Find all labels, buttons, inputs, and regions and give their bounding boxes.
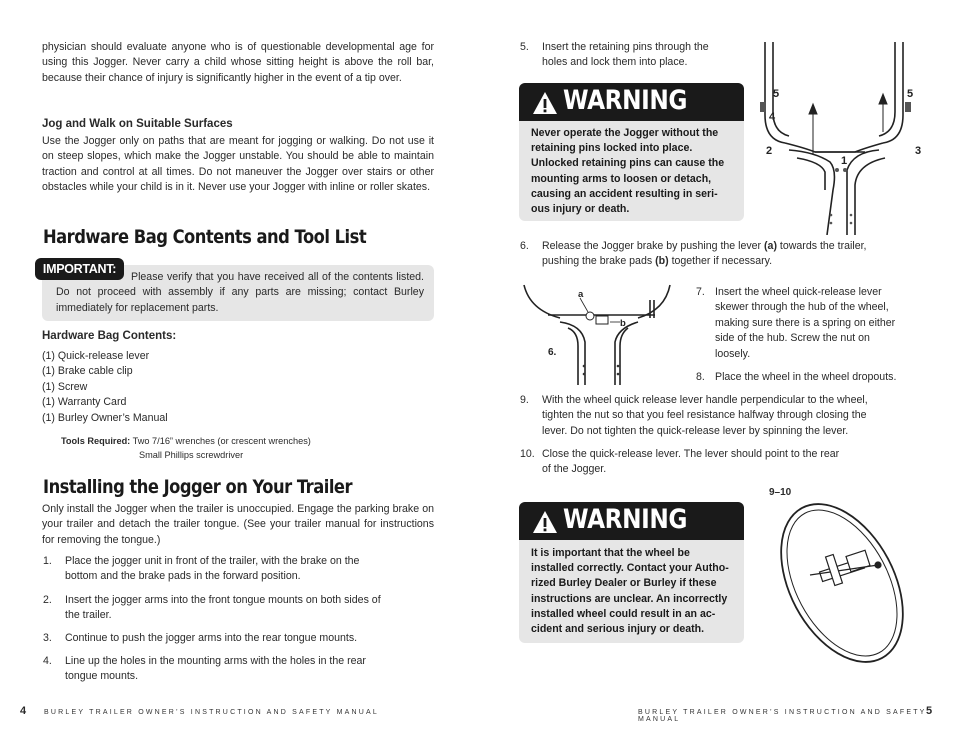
fig1-label-2: 2 — [766, 145, 773, 157]
page-number-right: 5 — [926, 705, 933, 717]
tool-item: Two 7/16” wrenches (or crescent wrenches) — [132, 436, 311, 446]
fig1-label-5-right: 5 — [907, 88, 914, 100]
warning-line: installed correctly. Contact your Autho- — [531, 562, 729, 575]
step-line: Line up the holes in the mounting arms with the holes in the rear — [65, 655, 366, 667]
step-line: loosely. — [715, 347, 751, 360]
step-line: of the Jogger. — [542, 463, 607, 476]
fig1-label-5-left: 5 — [773, 88, 780, 100]
important-label: IMPORTANT: — [35, 258, 124, 280]
step-number: 2. — [43, 594, 52, 606]
step-7 — [696, 285, 926, 365]
warning-title: WARNING — [563, 504, 687, 535]
step-6 — [520, 239, 920, 271]
step-line: skewer through the hub of the wheel, — [715, 301, 889, 314]
warning-line: installed wheel could result in an ac- — [531, 607, 716, 620]
jog-paragraph: Use the Jogger only on paths that are meant for jogging or walking. Do not use it on steep slopes, which make the Jogger unstable. You should be able to maintain traction and control at all times. Do not maneuver the Jogger over stairs or other obstacles while your child is in it. Never use your Jogger with inline or roller skates. — [42, 135, 434, 194]
tools-required — [61, 434, 311, 462]
figure-brake — [520, 280, 680, 385]
step-line: Place the jogger unit in front of the trailer, with the brake on the — [65, 555, 360, 567]
tool-item: Small Phillips screwdriver — [139, 450, 244, 460]
warning-line: instructions are unclear. An incorrectly — [531, 592, 728, 605]
warning-header — [519, 502, 744, 540]
list-item: (1) Burley Owner’s Manual — [42, 411, 168, 424]
step-4 — [43, 654, 433, 686]
tools-label: Tools Required: — [61, 436, 131, 446]
contents-list — [42, 349, 168, 426]
step-number: 7. — [696, 286, 705, 298]
step-line: Insert the jogger arms into the front tongue mounts on both sides of — [65, 594, 381, 606]
warning-line: retaining pins locked into place. — [531, 142, 693, 155]
step-line: tighten the nut so that you feel resistance halfway through closing the — [542, 409, 867, 422]
step-line: bottom and the brake pads in the forward position. — [65, 570, 301, 583]
step-number: 9. — [520, 394, 529, 406]
step-line: Insert the retaining pins through the — [542, 41, 709, 53]
step-line: side of the hub. Screw the nut on — [715, 332, 870, 345]
warning-line: mounting arms to loosen or detach, — [531, 172, 712, 185]
warning-line: cident and serious injury or death. — [531, 623, 705, 636]
step-line: Close the quick-release lever. The lever should point to the rear — [542, 448, 840, 460]
fig2-label-b: b — [620, 318, 626, 329]
important-text: Please verify that you have received all of the contents listed. Do not proceed with assembly if any parts are missing; contact Burley immediately for replacement parts. — [56, 271, 424, 314]
fig1-label-4: 4 — [769, 111, 776, 123]
wheel-drawing — [760, 495, 920, 670]
step-line: lever. Do not tighten the quick-release lever by spinning the lever. — [542, 424, 849, 437]
step-number: 10. — [520, 448, 535, 460]
fig3-label: 9–10 — [769, 487, 792, 498]
step-number: 4. — [43, 655, 52, 667]
footer-right: BURLEY TRAILER OWNER’S INSTRUCTION AND SAFETY MANUAL — [638, 709, 927, 723]
step-9 — [520, 393, 920, 441]
warning-line: ous injury or death. — [531, 203, 630, 216]
step-3 — [43, 631, 433, 647]
step-line: Release the Jogger brake by pushing the lever (a) towards the trailer, — [542, 240, 867, 252]
step-5 — [520, 40, 750, 72]
brake-drawing — [520, 280, 680, 385]
figure-mounting-arms — [755, 40, 935, 235]
step-number: 6. — [520, 240, 529, 252]
step-line: Place the wheel in the wheel dropouts. — [715, 371, 897, 383]
list-item: (1) Warranty Card — [42, 396, 127, 409]
list-item: (1) Brake cable clip — [42, 365, 133, 378]
step-number: 5. — [520, 41, 529, 53]
step-10 — [520, 447, 920, 479]
warning-triangle-icon — [532, 510, 558, 534]
step-number: 8. — [696, 371, 705, 383]
step-line: the trailer. — [65, 609, 112, 622]
warning-text — [531, 126, 741, 217]
fig2-label-6: 6. — [548, 347, 557, 358]
fig1-label-3: 3 — [915, 145, 922, 157]
list-item: (1) Quick-release lever — [42, 350, 150, 362]
fig1-label-1: 1 — [841, 155, 848, 167]
figure-wheel — [760, 495, 920, 670]
list-item: (1) Screw — [42, 380, 88, 393]
step-8 — [696, 370, 926, 386]
fig2-label-a: a — [578, 289, 584, 300]
warning-text — [531, 546, 741, 637]
warning-line: Unlocked retaining pins can cause the — [531, 157, 725, 170]
jog-heading: Jog and Walk on Suitable Surfaces — [42, 118, 233, 130]
warning-line: It is important that the wheel be — [531, 547, 690, 559]
warning-line: rized Burley Dealer or Burley if these — [531, 577, 717, 590]
step-line: Insert the wheel quick-release lever — [715, 286, 882, 298]
step-line: With the wheel quick release lever handle perpendicular to the wheel, — [542, 394, 868, 406]
warning-line: causing an accident resulting in seri- — [531, 187, 718, 200]
install-section-title: Installing the Jogger on Your Trailer — [43, 476, 353, 498]
warning-triangle-icon — [532, 91, 558, 115]
warning-box-2 — [519, 502, 744, 643]
warning-line: Never operate the Jogger without the — [531, 127, 719, 139]
step-line: pushing the brake pads (b) together if necessary. — [542, 255, 773, 268]
contents-heading: Hardware Bag Contents: — [42, 330, 177, 342]
mounting-arms-drawing — [755, 40, 935, 235]
intro-paragraph: physician should evaluate anyone who is of questionable developmental age for using this Jogger. Never carry a child whose sitting height is above the roll bar, because their chance of injury is significantly higher in the event of a tip over. — [42, 41, 434, 84]
step-1 — [43, 554, 433, 586]
footer-left: BURLEY TRAILER OWNER’S INSTRUCTION AND SAFETY MANUAL — [44, 709, 379, 716]
step-line: making sure there is a spring on either — [715, 316, 896, 329]
warning-box-1 — [519, 83, 744, 221]
install-paragraph: Only install the Jogger when the trailer is unoccupied. Engage the parking brake on your trailer and detach the trailer tongue. (See your trailer manual for instructions for removing the tongue.) — [42, 503, 434, 546]
step-line: holes and lock them into place. — [542, 56, 688, 69]
step-line: Continue to push the jogger arms into the rear tongue mounts. — [65, 632, 358, 644]
warning-title: WARNING — [563, 85, 687, 116]
important-box — [42, 262, 434, 321]
hardware-section-title: Hardware Bag Contents and Tool List — [43, 226, 367, 248]
warning-header — [519, 83, 744, 121]
step-number: 3. — [43, 632, 52, 644]
step-number: 1. — [43, 555, 52, 567]
page-number-left: 4 — [20, 705, 27, 717]
step-line: tongue mounts. — [65, 670, 139, 683]
step-2 — [43, 593, 433, 625]
